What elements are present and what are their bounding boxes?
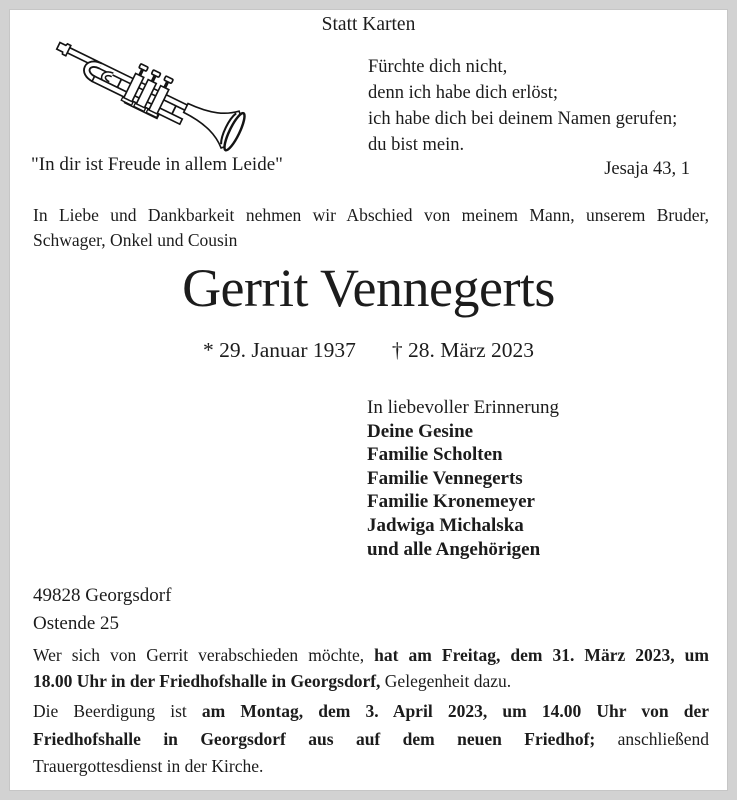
memorial-intro: In liebevoller Erinnerung: [367, 397, 560, 418]
announcement-line: Schwager, Onkel und Cousin: [33, 230, 238, 250]
deceased-name: Gerrit Vennegerts: [182, 258, 555, 318]
trumpet-icon: [32, 26, 267, 158]
scripture-line: du bist mein.: [368, 135, 465, 155]
burial-text-bold: am Montag, dem 3. April 2023, um 14.00 Uhr von der: [201, 701, 709, 721]
burial-text-regular: Trauergottesdienst in der Kirche.: [33, 756, 264, 776]
life-dates: [10, 338, 727, 363]
memorial-name: Familie Kronemeyer: [367, 491, 535, 513]
scripture-line: ich habe dich bei deinem Namen gerufen;: [368, 109, 678, 129]
burial-paragraph: [33, 698, 709, 781]
memorial-list: [367, 396, 559, 561]
farewell-line: [33, 668, 709, 694]
address-block: [33, 582, 171, 638]
scripture-line: denn ich habe dich erlöst;: [368, 83, 559, 103]
memorial-name: Familie Vennegerts: [367, 467, 523, 489]
burial-text-bold: Friedhofshalle in Georgsdorf aus auf dem neuen Friedhof;: [33, 728, 618, 749]
farewell-line: [33, 642, 709, 668]
scripture-line: Fürchte dich nicht,: [368, 57, 508, 77]
farewell-text-bold: 18.00 Uhr in der Friedhofshalle in Georgsdorf,: [33, 671, 385, 691]
obituary-page: [10, 10, 727, 790]
farewell-text-bold: hat am Freitag, dem 31. März 2023, um: [374, 645, 709, 665]
farewell-text-regular: Wer sich von Gerrit verabschieden möchte,: [33, 645, 375, 665]
address-street: Ostende 25: [33, 613, 120, 634]
burial-line: [33, 753, 709, 781]
statt-karten-label: Statt Karten: [321, 14, 416, 35]
announcement-paragraph: [33, 203, 709, 253]
motto-text: "In dir ist Freude in allem Leide": [31, 154, 283, 175]
farewell-text-regular: Gelegenheit dazu.: [384, 671, 512, 691]
farewell-paragraph: [33, 642, 709, 694]
memorial-name: und alle Angehörigen: [367, 538, 541, 560]
memorial-name: Deine Gesine: [367, 420, 474, 442]
burial-text-regular: Die Beerdigung ist: [33, 701, 202, 721]
scripture-source: Jesaja 43, 1: [604, 159, 690, 179]
death-date: † 28. März 2023: [391, 338, 534, 362]
scripture-quote: [368, 54, 690, 182]
birth-date: * 29. Januar 1937: [203, 338, 356, 362]
burial-line: [33, 726, 709, 754]
memorial-name: Jadwiga Michalska: [367, 514, 524, 536]
burial-line: [33, 698, 709, 726]
announcement-line: In Liebe und Dankbarkeit nehmen wir Abschied von meinem Mann, unserem Bruder,: [33, 205, 709, 225]
memorial-name: Familie Scholten: [367, 444, 503, 466]
burial-text-regular: anschließend: [617, 728, 709, 749]
address-city: 49828 Georgsdorf: [33, 585, 172, 606]
